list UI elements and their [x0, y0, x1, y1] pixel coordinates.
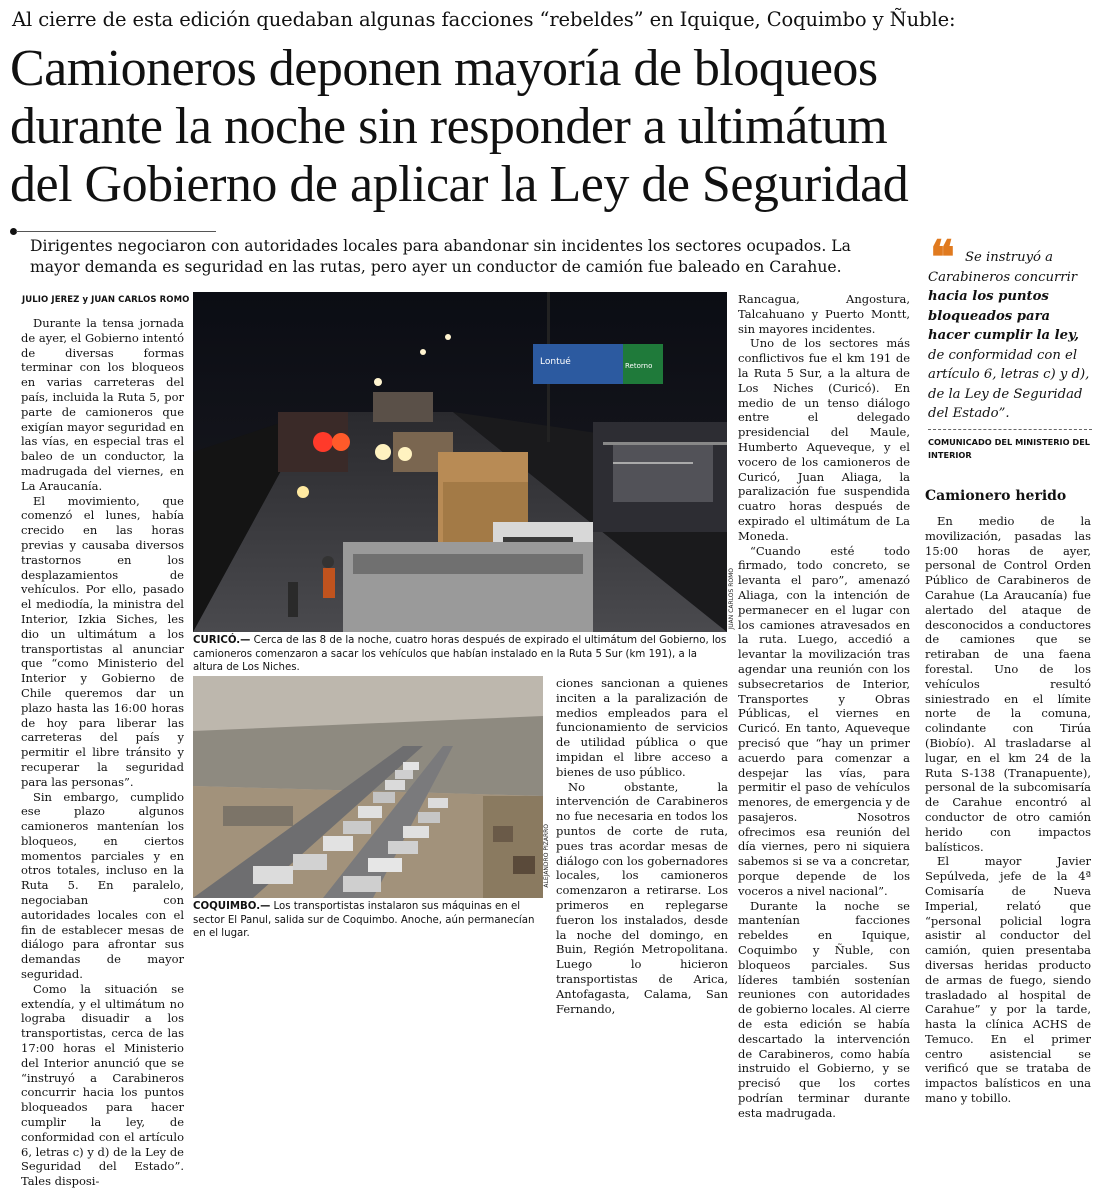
paragraph: Durante la tensa jornada de ayer, el Gobierno intentó de diversas formas terminar con los bloqueos en varias carreteras del país, incluida la Ruta 5, por parte de camioneros que exigían mayor seguridad en las vías, en especial tras el baleo de un conductor, la madrugada del viernes, en La Araucanía.: [21, 316, 184, 493]
photo-credit: JUAN CARLOS ROMO: [728, 568, 735, 630]
paragraph: El movimiento, que comenzó el lunes, había crecido en las horas previas y causaba diversos trastornos en los desplazamientos de vehículos. Por ello, pasado el mediodía, la ministra del Interior, Izkia Siches, les dio un ultimátum a los transportistas al anunciar que “como Ministerio del Interior y Gobierno de Chile queremos dar un plazo hasta las 16:00 horas de hoy para liberar las carreteras del país y permitir el libre tránsito y recuperar la seguridad para las personas”.: [21, 493, 184, 789]
paragraph: ciones sancionan a quienes inciten a la paralización de medios empleados para el funcionamiento de servicios de utilidad pública o que impidan el libre acceso a bienes de uso público.: [556, 676, 728, 779]
quote-lead: Se instruyó a: [965, 250, 1054, 265]
article-column-2: [556, 676, 728, 1016]
subhead: Camionero herido: [925, 488, 1067, 504]
photo-curico: [193, 292, 727, 632]
quote-source: COMUNICADO DEL MINISTERIO DEL INTERIOR: [928, 437, 1091, 460]
headline: [10, 40, 1095, 214]
deck: Dirigentes negociaron con autoridades locales para abandonar sin incidentes los sectores ocupados. La mayor demanda es seguridad en las rutas, pero ayer un conductor de camión fue baleado en Carahue.: [30, 237, 851, 276]
caption-text: Los transportistas instalaron sus máquinas en el sector El Panul, salida sur de Coquimbo. Anoche, aún permanecían en el lugar.: [193, 901, 535, 939]
headline-rule: [16, 231, 216, 232]
article-column-3: [738, 292, 910, 1120]
headline-line-2: durante la noche sin responder a ultimátum: [10, 98, 888, 155]
quote-divider: [928, 429, 1092, 430]
photo-caption-coquimbo: [193, 900, 543, 941]
headline-line-1: Camioneros deponen mayoría de bloqueos: [10, 40, 878, 97]
paragraph: Durante la noche se mantenían facciones rebeldes en Iquique, Coquimbo y Ñuble, con bloqueos parciales. Sus líderes también sostenían reuniones con autoridades de gobierno locales. Al cierre de esta edición se había descartado la intervención de Carabineros, como había instruido el Gobierno, y se precisó que los cortes podrían terminar durante esta madrugada.: [738, 898, 910, 1120]
article-column-4: [925, 514, 1091, 1106]
paragraph: En medio de la movilización, pasadas las 15:00 horas de ayer, personal de Control Orden Público de Carabineros de Carahue (La Araucanía) fue alertado del ataque de desconocidos a conductores de camiones que se retiraban de una faena forestal. Uno de los vehículos resultó siniestrado en el límite norte de la comuna, colindante con Tirúa (Biobío). Al trasladarse al lugar, en el km 24 de la Ruta S-138 (Tranapuente), personal de la subcomisaría de Carahue encontró al conductor de otro camión herido con impactos balísticos.: [925, 514, 1091, 854]
headline-line-3: del Gobierno de aplicar la Ley de Seguridad: [10, 156, 909, 213]
photo-caption-curico: [193, 634, 727, 675]
paragraph: Rancagua, Angostura, Talcahuano y Puerto Montt, sin mayores incidentes.: [738, 292, 910, 336]
quote-text: Carabineros concurrir: [928, 269, 1078, 285]
paragraph: “Cuando esté todo firmado, todo concreto, se levanta el paro”, amenazó Aliaga, con la intención de permanecer en el lugar con los camiones atravesados en la ruta. Luego, accedió a levantar la movilización tras agendar una reunión con los subsecretarios de Interior, Transportes y Obras Públicas, el viernes en Curicó. En tanto, Aqueveque precisó que “hay un primer acuerdo para comenzar a despejar las vías, para permitir el paso de vehículos menores, de emergencia y de pasajeros. Nosotros ofrecimos esa reunión del día viernes, pero ni siquiera sabemos si se va a concretar, porque depende de los voceros a nivel nacional”.: [738, 543, 910, 898]
paragraph: No obstante, la intervención de Carabineros no fue necesaria en todos los puntos de corte de ruta, pues tras acordar mesas de diálogo con los gobernadores locales, los camioneros comenzaron a retirarse. Los primeros en replegarse fueron los instalados, desde la noche del domingo, en Buin, Región Metropolitana. Luego lo hicieron transportistas de Arica, Antofagasta, Calama, San Fernando,: [556, 779, 728, 1016]
highway-sign-label: Lontué: [540, 357, 571, 367]
highway-sign-retorno: Retorno: [625, 362, 653, 370]
quote-mark-icon: ❝: [930, 232, 955, 283]
pull-quote: [928, 248, 1092, 424]
photo-coquimbo: [193, 676, 543, 898]
byline: JULIO JEREZ y JUAN CARLOS ROMO: [22, 295, 190, 305]
quote-emphasis: hacia los puntos bloqueados para hacer cumplir la ley,: [928, 289, 1079, 343]
kicker: Al cierre de esta edición quedaban algunas facciones “rebeldes” en Iquique, Coquimbo y Ñuble:: [12, 8, 956, 31]
quote-text-end: de conformidad con el artículo 6, letras c) y d), de la Ley de Seguridad del Estado”.: [928, 347, 1090, 421]
caption-text: Cerca de las 8 de la noche, cuatro horas después de expirado el ultimátum del Gobierno, los camioneros comenzaron a sacar los vehículos que habían instalado en la Ruta 5 Sur (km 191), a la altura de Los Niches.: [193, 635, 727, 673]
paragraph: Uno de los sectores más conflictivos fue el km 191 de la Ruta 5 Sur, a la altura de Los Niches (Curicó). En medio de un tenso diálogo entre el delegado presidencial del Maule, Humberto Aqueveque, y el vocero de los camioneros de Curicó, Juan Aliaga, la paralización fue suspendida cuatro horas después de expirado el ultimátum de La Moneda.: [738, 336, 910, 543]
caption-place: COQUIMBO.—: [193, 901, 271, 912]
paragraph: Como la situación se extendía, y el ultimátum no lograba disuadir a los transportistas, cerca de las 17:00 horas el Ministerio del Interior anunció que se “instruyó a Carabineros concurrir hacia los puntos bloqueados para hacer cumplir la ley, de conformidad con el artículo 6, letras c) y d) de la Ley de Seguridad del Estado”. Tales disposi-: [21, 981, 184, 1189]
paragraph: El mayor Javier Sepúlveda, jefe de la 4ª Comisaría de Nueva Imperial, relató que “personal policial logra asistir al conductor del camión, quien presentaba diversas heridas producto de armas de fuego, siendo trasladado al hospital de Carahue” y por la tarde, hasta la clínica ACHS de Temuco. En el primer centro asistencial se verificó que se trataba de impactos balísticos en una mano y tobillo.: [925, 854, 1091, 1106]
paragraph: Sin embargo, cumplido ese plazo algunos camioneros mantenían los bloqueos, en ciertos momentos parciales y en otros totales, incluso en la Ruta 5. En paralelo, negociaban con autoridades locales con el fin de establecer mesas de diálogo para afrontar sus demandas de mayor seguridad.: [21, 789, 184, 982]
article-column-1: [21, 316, 184, 1189]
caption-place: CURICÓ.—: [193, 635, 251, 646]
photo-credit: ALEJANDRO PIZARRO: [543, 824, 550, 888]
